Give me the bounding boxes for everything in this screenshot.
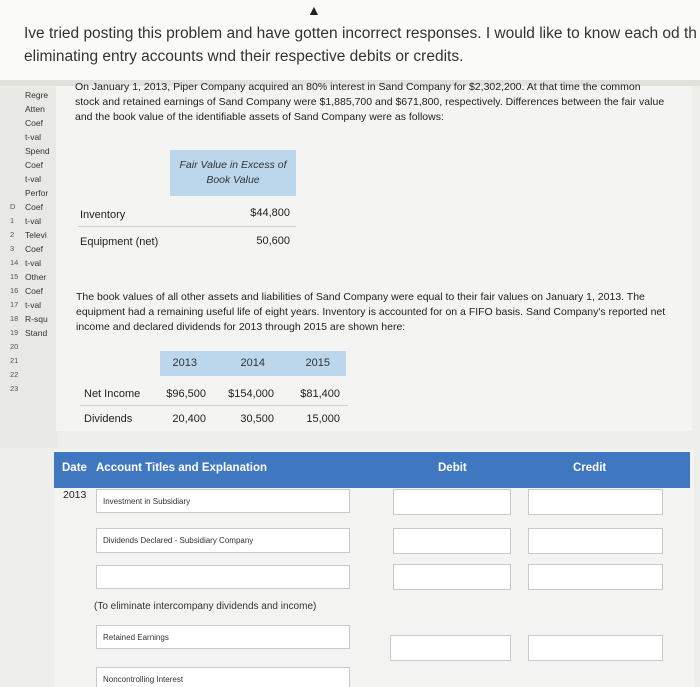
excel-row	[0, 146, 58, 160]
fv-value-inventory: $44,800	[250, 207, 290, 219]
col-date-title: Date	[62, 462, 87, 474]
excel-row	[0, 258, 58, 272]
col-credit-title: Credit	[573, 462, 607, 474]
excel-row	[0, 216, 58, 230]
problem-followup: The book values of all other assets and liabilities of Sand Company were equal to their fair values on January 1, 2013. The equipment had a remaining useful life of eight years. Inventory is accounted for on a FIFO basis. Sand Company's reported net income and declared dividends for 2013 through 2015 are shown here:	[76, 291, 666, 333]
problem-intro: On January 1, 2013, Piper Company acquired an 80% interest in Sand Company for $2,302,200. At that time the common stock and retained earnings of Sand Company were $1,885,700 and $671,800, respectively. Differences between the fair value and the book value of the identifiable assets of Sand Company were as follows:	[75, 81, 665, 123]
excel-row-number: 19	[10, 328, 19, 337]
excel-row-label: Coef	[25, 160, 43, 170]
fv-divider	[78, 226, 296, 227]
debit-input-1[interactable]	[393, 489, 511, 515]
account-input-1[interactable]: Investment in Subsidiary	[96, 489, 350, 513]
dividends-2014: 30,500	[240, 413, 274, 425]
ni-divider	[80, 405, 348, 406]
excel-row	[0, 174, 58, 188]
net-income-label: Net Income	[84, 388, 141, 400]
excel-row-number: 18	[10, 314, 19, 323]
excel-row	[0, 384, 58, 398]
excel-row-label: R-squ	[25, 314, 48, 324]
excel-row-label: t-val	[25, 258, 42, 268]
question-text	[24, 22, 700, 68]
excel-row-number: 16	[10, 286, 19, 295]
excel-row	[0, 132, 58, 146]
excel-row	[0, 314, 58, 328]
dividends-2015: 15,000	[306, 413, 340, 425]
excel-row-label: Televi	[25, 230, 47, 240]
col-debit-title: Debit	[438, 462, 467, 474]
credit-input-2[interactable]	[528, 528, 663, 554]
excel-row-label: t-val	[25, 216, 42, 226]
mouse-cursor-icon: ▲	[307, 2, 321, 18]
excel-row-number: 20	[10, 342, 19, 351]
excel-row-label: Perfor	[25, 188, 49, 198]
excel-row	[0, 244, 58, 258]
credit-input-1[interactable]	[528, 489, 663, 515]
excel-sidebar	[0, 88, 58, 448]
entry-table-header	[54, 452, 690, 488]
excel-row-label: t-val	[25, 174, 42, 184]
excel-row-label: Regre	[25, 90, 49, 100]
excel-row-number: 1	[10, 216, 15, 225]
excel-row-label: Coef	[25, 202, 43, 212]
fv-label-equipment: Equipment (net)	[80, 236, 159, 248]
account-input-2[interactable]: Dividends Declared - Subsidiary Company	[96, 528, 350, 553]
year-2014: 2014	[240, 357, 265, 369]
credit-input-3[interactable]	[528, 564, 663, 590]
excel-row-number: 21	[10, 356, 19, 365]
excel-row-label: t-val	[25, 132, 42, 142]
excel-row-number: D	[10, 202, 16, 211]
excel-row-number: 3	[10, 244, 15, 253]
year-2013: 2013	[172, 357, 197, 369]
excel-row	[0, 118, 58, 132]
excel-row-label: Coef	[25, 286, 43, 296]
year-2015: 2015	[305, 357, 330, 369]
excel-row	[0, 286, 58, 300]
excel-row-number: 15	[10, 272, 19, 281]
excel-row-label: Coef	[25, 118, 43, 128]
problem-panel	[56, 86, 692, 431]
excel-row	[0, 272, 58, 286]
account-input-3[interactable]	[96, 565, 350, 589]
net-income-2015: $81,400	[300, 388, 340, 400]
excel-row	[0, 342, 58, 356]
dividends-label: Dividends	[84, 413, 133, 425]
fair-value-header: Fair Value in Excess of Book Value	[170, 150, 296, 196]
excel-row-label: Spend	[25, 146, 50, 156]
excel-row	[0, 300, 58, 314]
col-account-title: Account Titles and Explanation	[96, 462, 268, 474]
credit-input-4[interactable]	[528, 635, 663, 661]
excel-row	[0, 230, 58, 244]
excel-row	[0, 202, 58, 216]
excel-row	[0, 356, 58, 370]
fv-label-inventory: Inventory	[80, 209, 126, 221]
excel-row-number: 14	[10, 258, 19, 267]
excel-row-label: t-val	[25, 300, 42, 310]
excel-row-label: Stand	[25, 328, 48, 338]
entry-year: 2013	[63, 489, 87, 501]
excel-row-label: Other	[25, 272, 47, 282]
excel-row-label: Coef	[25, 244, 43, 254]
excel-row	[0, 188, 58, 202]
excel-row-number: 17	[10, 300, 19, 309]
account-input-5[interactable]: Noncontrolling Interest	[96, 667, 350, 687]
excel-row	[0, 328, 58, 342]
excel-row-number: 2	[10, 230, 15, 239]
account-input-4[interactable]: Retained Earnings	[96, 625, 350, 649]
fv-value-equipment: 50,600	[256, 235, 290, 247]
excel-row	[0, 104, 58, 118]
excel-row-number: 22	[10, 370, 19, 379]
entry-explanation: (To eliminate intercompany dividends and income)	[94, 601, 317, 612]
question-line-2: eliminating entry accounts wnd their respective debits or credits.	[24, 48, 464, 65]
excel-row	[0, 90, 58, 104]
excel-row	[0, 370, 58, 384]
excel-row-number: 23	[10, 384, 19, 393]
excel-row	[0, 160, 58, 174]
debit-input-2[interactable]	[393, 528, 511, 554]
net-income-2013: $96,500	[166, 388, 206, 400]
excel-row-label: Atten	[25, 104, 45, 114]
net-income-2014: $154,000	[228, 388, 274, 400]
dividends-2013: 20,400	[172, 413, 206, 425]
debit-input-3[interactable]	[393, 564, 511, 590]
question-line-1: Ive tried posting this problem and have gotten incorrect responses. I would like to know each od th	[24, 25, 697, 42]
debit-input-4[interactable]	[390, 635, 511, 661]
